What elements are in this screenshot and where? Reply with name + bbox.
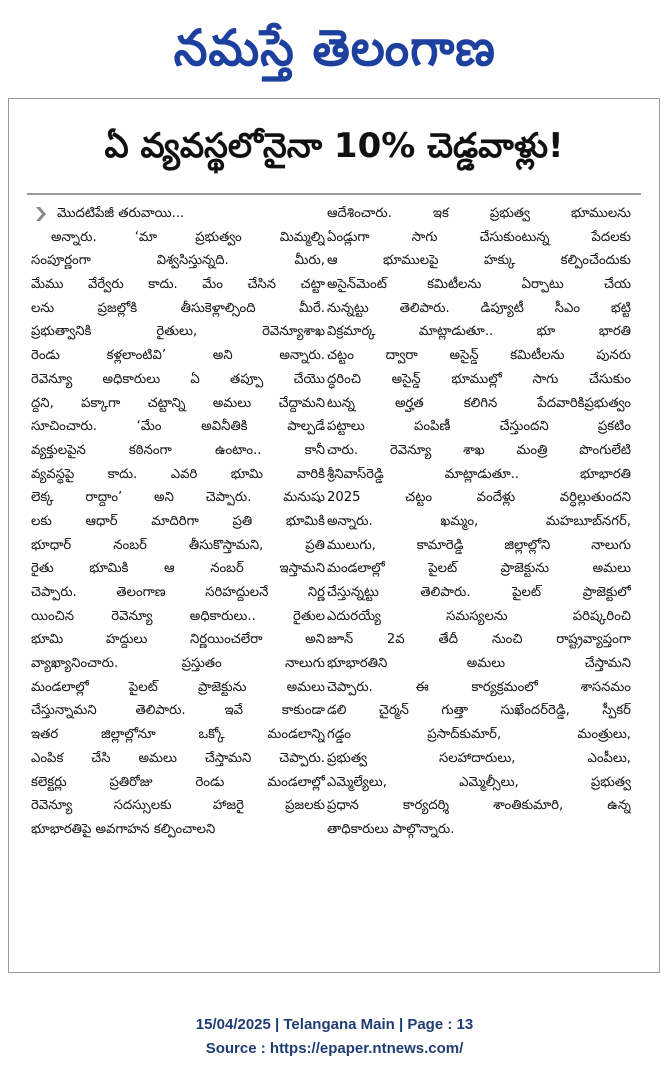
article-text-line: ద్ధరించి అసైన్డ్ భూముల్లో సాగు చేసుకుం xyxy=(327,371,631,387)
article-text-line: యించిన రెవెన్యూ అధికారులు.. రైతుల xyxy=(31,608,325,624)
article-column-left xyxy=(31,202,325,842)
article-text-line: నున్నట్టు తెలిపారు. డిప్యూటీ సీఎం భట్టి xyxy=(327,300,631,316)
article-text-line: లను ప్రజల్లోకి తీసుకెళ్లాల్సింది మీరే. xyxy=(31,300,325,316)
footer-source: Source : https://epaper.ntnews.com/ xyxy=(205,1040,464,1057)
article-text-line: సంపూర్ణంగా విశ్వసిస్తున్నది. మీరు, xyxy=(31,253,325,269)
article-clipping xyxy=(8,98,660,973)
article-text-line: మండలాల్లో పైలట్ ప్రాజెక్టును అమలు xyxy=(31,679,325,695)
article-text-line: భూమి హద్దులు నిర్ణయించలేరా అని xyxy=(31,632,325,648)
article-text-line: రెండు కళ్లలాంటివి’ అని అన్నారు. xyxy=(31,348,325,364)
article-text-line: చేస్తున్నట్టు తెలిపారు. పైలట్ ప్రాజెక్టులో xyxy=(327,585,631,600)
article-text-line: తాధికారులు పాల్గొన్నారు. xyxy=(327,821,455,837)
article-text-line: శ్రీనివాస్‌రెడ్డి మాట్లాడుతూ.. భూభారతి xyxy=(327,466,631,482)
article-text-line: ఆదేశించారు. ఇక ప్రభుత్వ భూములను xyxy=(327,206,631,221)
article-text-line: అసైన్‌మెంట్ కమిటీలను ఏర్పాటు చేయ xyxy=(327,277,631,293)
article-text-line: చెప్పారు. తెలంగాణ సరిహద్దులనే నిర్ణ xyxy=(31,585,325,600)
article-text-line: మేము వేర్వేరు కాదు. మేం చేసిన చట్టా xyxy=(31,277,325,293)
article-text-line: ఏండ్లుగా సాగు చేసుకుంటున్న పేదలకు xyxy=(327,229,631,245)
article-text-line: ప్రభుత్వ సలహాదారులు, ఎంపీలు, xyxy=(327,750,631,766)
article-text-line: వ్యవస్థపై కాదు. ఎవరి భూమి వారికి xyxy=(31,466,325,482)
newspaper-masthead xyxy=(0,0,669,96)
footer-edition-info: 15/04/2025 | Telangana Main | Page : 13 xyxy=(195,1016,474,1033)
article-text-line: సూచించారు. ‘మేం అవినీతికి పాల్పడే xyxy=(31,419,325,435)
article-text-line: వ్యాఖ్యానించారు. ప్రస్తుతం నాలుగు xyxy=(31,656,325,672)
article-text-line: భూభారతిని అమలు చేస్తామని xyxy=(327,656,631,672)
article-text-line: అన్నారు. ‘మా ప్రభుత్వం మిమ్మల్ని xyxy=(51,229,325,245)
article-text-line: ములుగు, కామారెడ్డి జిల్లాల్లోని నాలుగు xyxy=(327,537,631,553)
article-text-line: లెక్క రాద్దాం’ అని చెప్పారు. మనుషు xyxy=(31,490,325,506)
article-text-line: ఇతర జిల్లాల్లోనూ ఒక్కో మండలాన్ని xyxy=(31,727,325,743)
kicker-text: మొదటిపేజీ తరువాయి... xyxy=(57,206,185,221)
article-text-line: జూన్ 2వ తేదీ నుంచి రాష్ట్రవ్యాప్తంగా xyxy=(327,632,631,648)
article-text-line: రెవెన్యూ సదస్సులకు హాజరై ప్రజలకు xyxy=(31,798,325,814)
article-text-line: విక్రమార్క మాట్లాడుతూ.. భూ భారతి xyxy=(327,324,631,340)
article-text-line: అన్నారు. ఖమ్మం, మహబూబ్‌నగర్, xyxy=(327,513,631,529)
chevron-right-icon xyxy=(35,207,47,221)
article-text-line: గడ్డం ప్రసాద్‌కుమార్, మంత్రులు, xyxy=(327,727,631,743)
newspaper-logo: నమస్తే తెలంగాణ xyxy=(173,19,496,77)
article-text-line: డలి చైర్మన్ గుత్తా సుఖేందర్‌రెడ్డి, స్పీకర్ xyxy=(327,703,631,719)
continuation-kicker xyxy=(31,202,325,226)
article-text-line: భూభారతిపై అవగాహన కల్పించాలని xyxy=(31,821,216,837)
article-text-line: ద్దని, పక్కాగా చట్టాన్ని అమలు చేద్దామని xyxy=(31,395,325,411)
article-column-right xyxy=(327,202,631,842)
article-text-line: ప్రధాన కార్యదర్శి శాంతికుమారి, ఉన్న xyxy=(327,798,631,814)
article-text-line: మండలాల్లో పైలట్ ప్రాజెక్టును అమలు xyxy=(327,561,631,577)
article-text-line: వ్యక్తులపైన కఠినంగా ఉంటాం.. కానీ xyxy=(31,442,325,458)
article-text-line: కలెక్టర్లు ప్రతిరోజు రెండు మండలాల్లో xyxy=(31,774,325,790)
article-text-line: రైతు భూమికి ఆ నంబర్ ఇస్తామని xyxy=(31,561,325,577)
article-text-line: భూధార్ నంబర్ తీసుకొస్తామని, ప్రతి xyxy=(31,537,325,553)
article-text-line: ఎంపిక చేసి అమలు చేస్తామని చెప్పారు. xyxy=(31,750,325,766)
article-text-line: చెప్పారు. ఈ కార్యక్రమంలో శాసనమం xyxy=(327,679,631,695)
article-text-line: రెవెన్యూ అధికారులు ఏ తప్పూ చేయొ xyxy=(31,371,325,387)
article-text-line: ఆ భూములపై హక్కు కల్పించేందుకు xyxy=(327,253,631,269)
headline-divider xyxy=(27,193,641,195)
article-headline: ఏ వ్యవస్థలోనైనా 10% చెడ్డవాళ్లు! xyxy=(104,126,564,166)
article-text-line: లకు ఆధార్ మాదిరిగా ప్రతి భూమికి xyxy=(31,513,325,529)
article-text-line: ఎదురయ్యే సమస్యలను పరిష్కరించి xyxy=(327,608,631,624)
article-text-line: చట్టం ద్వారా అసైన్డ్ కమిటీలను పునరు xyxy=(327,348,631,364)
article-text-line: చేస్తున్నామని తెలిపారు. ఇవే కాకుండా xyxy=(31,703,325,719)
article-text-line: 2025 చట్టం వందేళ్లు వర్ధిల్లుతుందని xyxy=(327,490,631,506)
article-text-line: పట్టాలు పంపిణీ చేస్తుందని ప్రకటిం xyxy=(327,419,631,435)
article-text-line: ఎమ్మెల్యేలు, ఎమ్మెల్సీలు, ప్రభుత్వ xyxy=(327,774,631,790)
article-text-line: టున్న అర్హత కలిగిన పేదవారికిప్రభుత్వం xyxy=(327,395,631,411)
article-text-line: ప్రభుత్వానికి రైతులు, రెవెన్యూశాఖ xyxy=(31,324,325,340)
article-text-line: చారు. రెవెన్యూ శాఖ మంత్రి పొంగులేటి xyxy=(327,442,631,458)
